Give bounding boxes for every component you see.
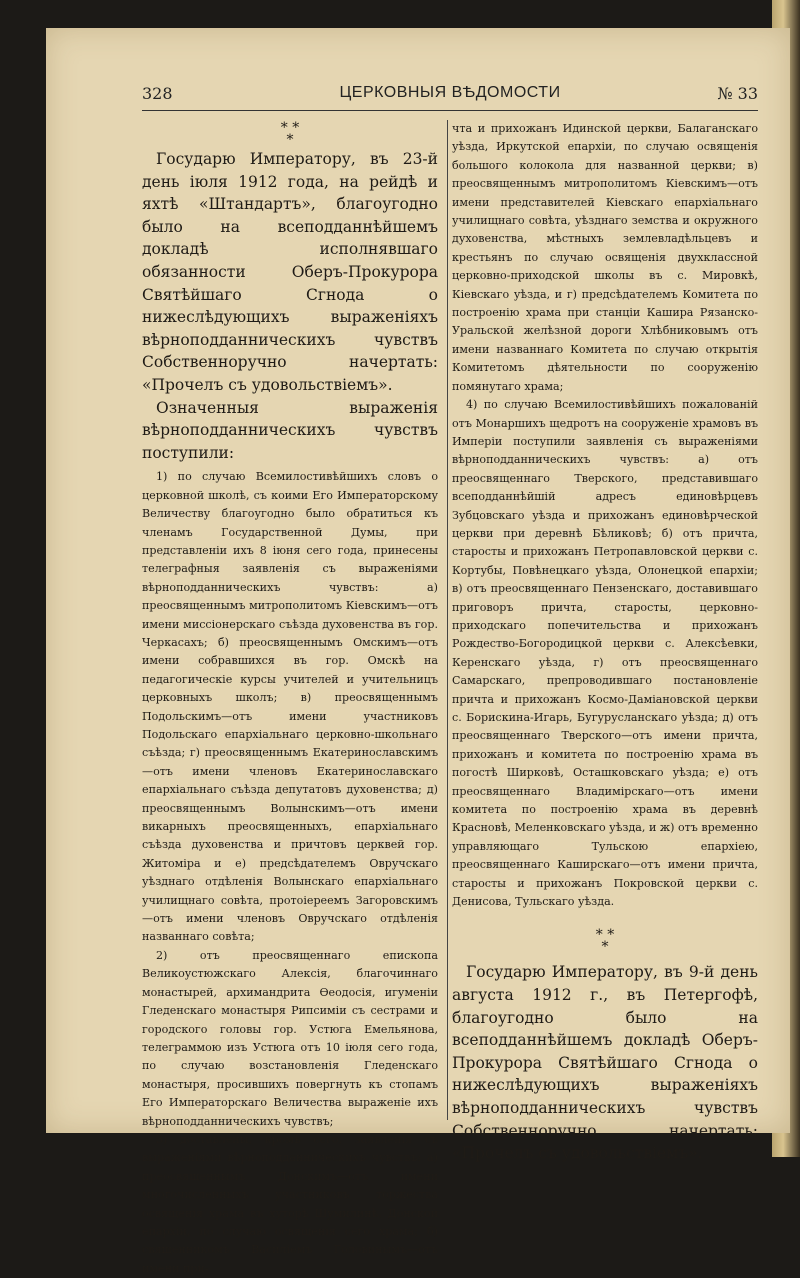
- item-3-continued: чта и прихожанъ Идинской церкви, Балаганскаго уѣзда, Иркутской епархіи, по случаю освященія большого колокола для названной церкви; в) преосвященнымъ митрополитомъ Кіевскимъ—отъ имени представителей Кіевскаго епархіальнаго училищнаго совѣта, уѣзднаго земства и окружного духовенства, мѣстныхъ землевладѣльцевъ и крестьянъ по случаю освященія двухклассной церковно-приходской школы въ с. Мировкѣ, Кіевскаго уѣзда, и г) предсѣдателемъ Комитета по построенію храма при станціи Кашира Рязанско-Уральской желѣзной дороги Хлѣбниковымъ отъ имени названнаго Комитета по случаю открытія Комитетомъ дѣятельности по сооруженію помянутаго храма;: [452, 122, 758, 393]
- item-3: 3) доставлены, кромѣ сего, заявленія съ выраженіями вѣрноподданническихъ чувствъ: а) преосвященнымъ Донскимъ—отъ имени многочисленныхъ участниковъ торжества освященія храма въ хуторѣ Шумилинѣ, Донской епархіи, по случаю освященія сего храма; б) священникомъ Василіемъ Головинымъ—отъ имени при-: [142, 1132, 438, 1275]
- header-rule: [142, 110, 758, 111]
- item-1: 1) по случаю Всемилостивѣйшихъ словъ о церковной школѣ, съ коими Его Императорскому Величеству благоугодно было обратиться къ членамъ Государственной Думы, при представленіи ихъ 8 іюня сего года, принесены телеграфныя заявленія съ выраженіями вѣрноподданническихъ чувствъ: а) преосвященнымъ митрополитомъ Кіевскимъ—отъ имени миссіонерскаго съѣзда духовенства въ гор. Черкасахъ; б) преосвященнымъ Омскимъ—отъ имени собравшихся въ гор. Омскѣ на педагогическіе курсы учителей и учительницъ церковныхъ школъ; в) преосвященнымъ Подольскимъ—отъ имени участниковъ Подольскаго епархіальнаго церковно-школьнаго съѣзда; г) преосвященнымъ Екатеринославскимъ—отъ имени членовъ Екатеринославскаго епархіальнаго съѣзда депутатовъ духовенства; д) преосвященнымъ Волынскимъ—отъ имени викарныхъ преосвященныхъ, епархіальнаго съѣзда духовенства и причтовъ церквей гор. Житоміра и е) предсѣдателемъ Овручскаго уѣзднаго отдѣленія Волынскаго епархіальнаго училищнаго совѣта, протоіереемъ Загоровскимъ—отъ имени членовъ Овручскаго отдѣленія названнаго совѣта;: [142, 470, 438, 944]
- decree-august: Государю Императору, въ 9-й день августа 1912 г., въ Петергофѣ, благоугодно было на всеподданнѣйшемъ докладѣ Оберъ-Прокурора Святѣйшаго Сгнода о нижеслѣдующихъ выраженіяхъ вѣрноподданническихъ чувствъ Собственноручно начертать: «Прочелъ съ удовольствіемъ».: [452, 963, 758, 1163]
- column-divider: [447, 120, 448, 1120]
- left-column: [142, 120, 438, 1278]
- asterism: * * *: [595, 927, 615, 956]
- right-column: [452, 120, 758, 1165]
- journal-title: ЦЕРКОВНЫЯ ВѢДОМОСТИ: [339, 84, 561, 101]
- issue-number: № 33: [717, 84, 758, 103]
- page-number: 328: [142, 84, 173, 103]
- decree-intro: Государю Императору, въ 23-й день іюля 1912 года, на рейдѣ и яхтѣ «Штандартъ», благоугодно было на всеподданнѣйшемъ докладѣ исполнявшаго обязанности Оберъ-Прокурора Святѣйшаго Сгнода о нижеслѣдующихъ выраженіяхъ вѣрноподданническихъ чувствъ Собственноручно начертать: «Прочелъ съ удовольствіемъ».: [142, 150, 438, 394]
- decree-lead: Означенныя выраженія вѣрноподданническихъ чувствъ поступили:: [142, 398, 438, 462]
- item-2: 2) отъ преосвященнаго епископа Великоустюжскаго Алексія, благочиннаго монастырей, архимандрита Ѳеодосія, игуменіи Гледенскаго монастыря Рипсиміи съ сестрами и городского головы гор. Устюга Емельянова, телеграммою изъ Устюга отъ 10 іюля сего года, по случаю возстановленія Гледенскаго монастыря, просившихъ повергнуть къ стопамъ Его Императорскаго Величества выраженіе ихъ вѣрноподданническихъ чувствъ;: [142, 948, 438, 1128]
- item-4: 4) по случаю Всемилостивѣйшихъ пожалованій отъ Монаршихъ щедротъ на сооруженіе храмовъ въ Имперіи поступили заявленія съ выраженіями вѣрноподданническихъ чувствъ: а) отъ преосвященнаго Тверского, представившаго всеподданнѣйшій адресъ единовѣрцевъ Зубцовскаго уѣзда и прихожанъ единовѣрческой церкви при деревнѣ Бѣликовѣ; б) отъ причта, старосты и прихожанъ Петропавловской церкви с. Кортубы, Повѣнецкаго уѣзда, Олонецкой епархіи; в) отъ преосвященнаго Пензенскаго, доставившаго приговоръ причта, старосты, церковно-приходскаго попечительства и прихожанъ Рождество-Богородицкой церкви с. Алексѣевки, Керенскаго уѣзда, г) отъ преосвященнаго Самарскаго, препроводившаго постановленіе причта и прихожанъ Космо-Даміановской церкви с. Борискина-Игарь, Бугурусланскаго уѣзда; д) отъ преосвященнаго Тверского—отъ имени причта, прихожанъ и комитета по построенію храма въ погостѣ Ширковѣ, Осташковскаго уѣзда; е) отъ преосвященнаго Владимірскаго—отъ имени комитета по построенію храма въ деревнѣ Красновѣ, Меленковскаго уѣзда, и ж) отъ временно управляющаго Тульскою епархіею, преосвященнаго Каширскаго—отъ имени причта, старосты и прихожанъ Покровской церкви с. Денисова, Тульскаго уѣзда.: [452, 398, 758, 909]
- running-header: [142, 84, 758, 110]
- asterism: * * *: [280, 120, 300, 148]
